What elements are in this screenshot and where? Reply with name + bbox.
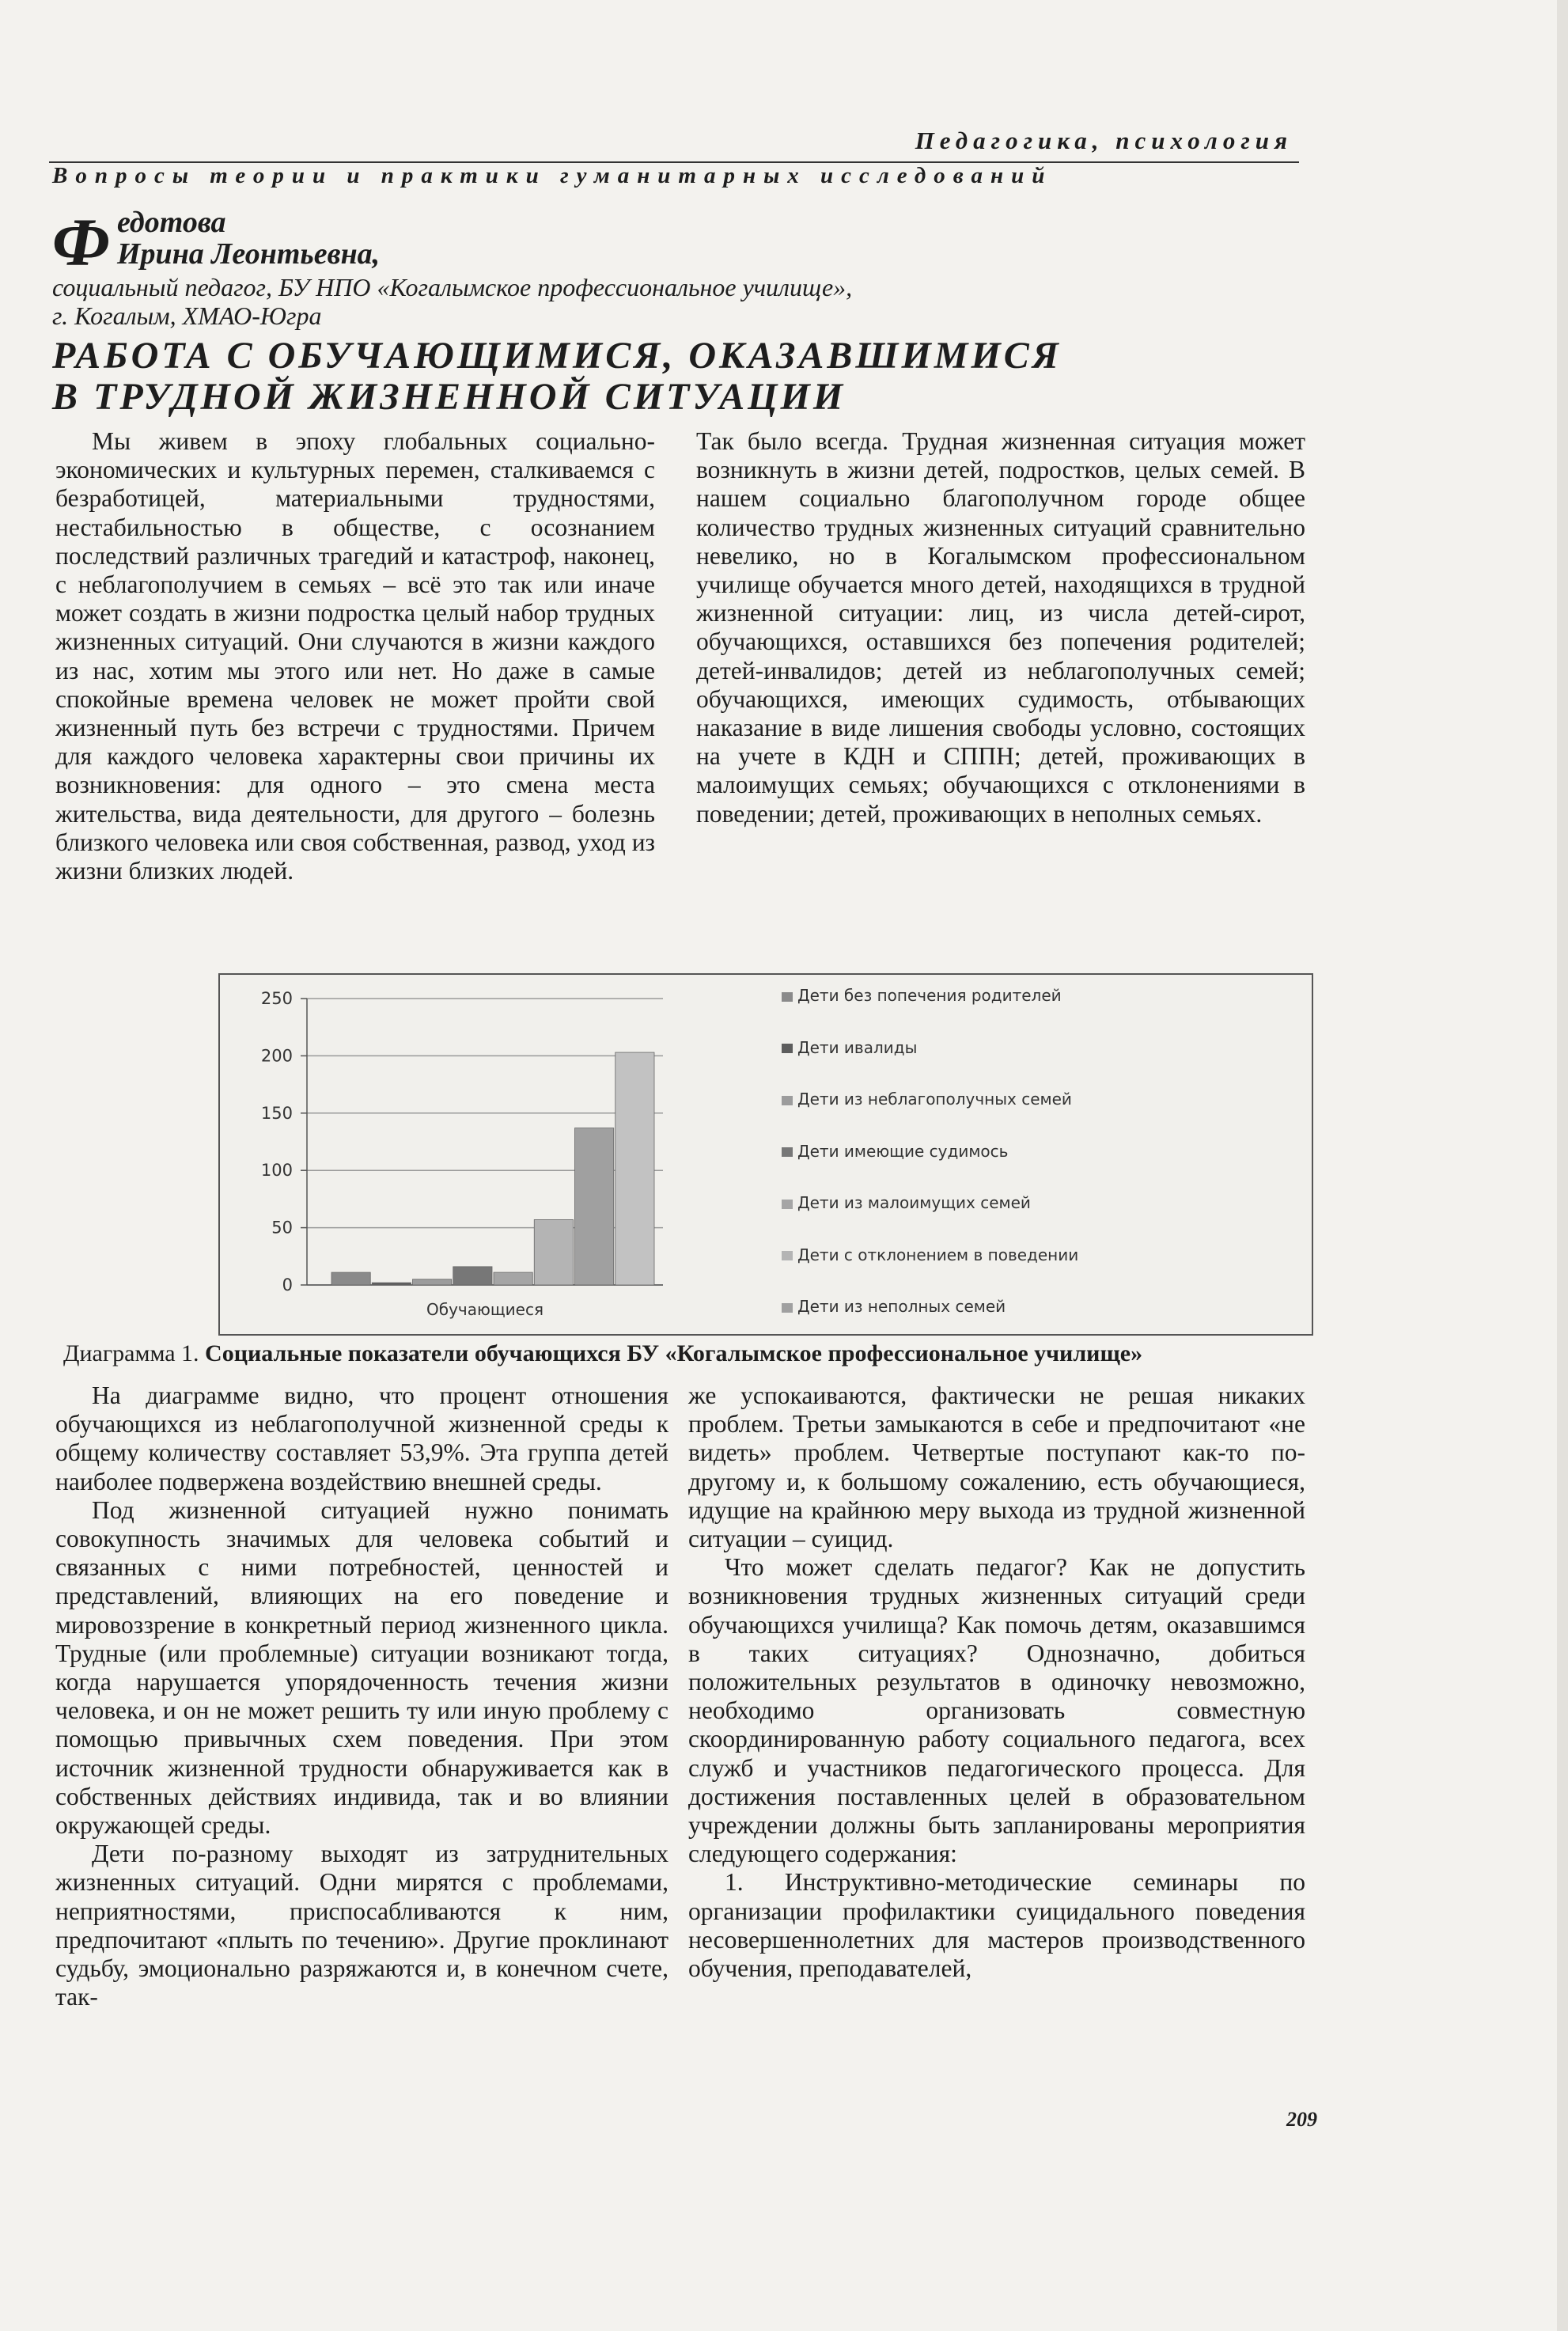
column-4 — [688, 1382, 1305, 1983]
y-tick-label: 0 — [282, 1275, 293, 1294]
legend-swatch — [782, 992, 793, 1002]
caption-text: Социальные показатели обучающихся БУ «Когалымское профессиональное училище» — [205, 1340, 1143, 1366]
figure-caption — [63, 1340, 1142, 1367]
legend-item — [782, 1193, 1031, 1212]
legend-swatch — [782, 1200, 793, 1209]
legend-label: Дети без попечения родителей — [797, 986, 1062, 1005]
paragraph: Дети по-разному выходят из затруднительных жизненных ситуаций. Одни мирятся с проблемами, неприятностями, приспосабливаются к ним, предпочитают «плыть по течению». Другие проклинают судьбу, эмоционально разряжаются и, в конечном счете, так- — [55, 1840, 668, 2011]
author-given-names: Ирина Леонтьевна, — [117, 237, 381, 271]
legend-swatch — [782, 1044, 793, 1053]
bar-chart — [218, 973, 1313, 1336]
article-title — [52, 335, 1062, 418]
legend-label: Дети ивалиды — [797, 1037, 918, 1057]
page-number: 209 — [1286, 2108, 1317, 2131]
legend-label: Дети из неполных семей — [797, 1297, 1006, 1316]
paragraph: же успокаиваются, фактически не решая никаких проблем. Третьи замыкаются в себе и предпочитают «не видеть» проблем. Четвертые поступают как-то по-другому и, к большому сожалению, есть обучающиеся, идущие на крайнюю меру выхода из трудной жизненной ситуации – суицид. — [688, 1382, 1305, 1553]
legend-item — [782, 1038, 917, 1057]
y-tick-label: 250 — [260, 989, 293, 1008]
page-edge — [1557, 0, 1568, 2331]
legend-label: Дети из малоимущих семей — [797, 1193, 1031, 1212]
bar — [331, 1272, 370, 1285]
column-2 — [696, 427, 1305, 828]
y-tick-label: 50 — [271, 1218, 293, 1238]
chart-legend — [782, 975, 1304, 1334]
paragraph: Под жизненной ситуацией нужно понимать совокупность значимых для человека событий и связанных с ними потребностей, ценностей и представлений, влияющих на его поведение и мировоззрение в конкретный период жизненного цикла. Трудные (или проблемные) ситуации возникают тогда, когда нарушается упорядоченность течения жизни человека, и он не может решить ту или иную проблему с помощью привычных схем поведения. При этом источник жизненной трудности обнаруживается как в собственных действиях индивида, так и во влиянии окружающей среды. — [55, 1495, 668, 1840]
bar — [575, 1128, 614, 1285]
chart-plot — [220, 975, 790, 1334]
y-tick-label: 200 — [260, 1046, 293, 1066]
legend-item — [782, 986, 1062, 1005]
y-tick-label: 100 — [260, 1161, 293, 1181]
legend-swatch — [782, 1147, 793, 1157]
legend-item — [782, 1142, 1008, 1161]
running-header-section: Педагогика, психология — [915, 127, 1293, 154]
caption-prefix: Диаграмма 1. — [63, 1340, 206, 1366]
bar — [534, 1219, 573, 1285]
legend-swatch — [782, 1096, 793, 1105]
author-city: г. Когалым, ХМАО-Югра — [52, 301, 322, 330]
column-1 — [55, 427, 655, 885]
legend-label: Дети из неблагополучных семей — [797, 1090, 1072, 1109]
author-initial: Ф — [52, 204, 111, 280]
article-title-line-1: РАБОТА С ОБУЧАЮЩИМИСЯ, ОКАЗАВШИМИСЯ — [52, 335, 1062, 377]
bar — [372, 1283, 411, 1285]
x-tick-label: Обучающиеся — [426, 1300, 543, 1319]
paragraph: На диаграмме видно, что процент отношения обучающихся из неблагополучной жизненной среды к общему количеству составляет 53,9%. Эта группа детей наиболее подвержена воздействию внешней среды. — [55, 1382, 668, 1495]
legend-swatch — [782, 1303, 793, 1313]
paragraph: Так было всегда. Трудная жизненная ситуация может возникнуть в жизни детей, подростков, целых семей. В нашем социально благополучном городе общее количество трудных жизненных ситуаций сравнительно невелико, но в Когалымском профессиональном училище обучается много детей, находящихся в трудной жизненной ситуации: лиц, из числа детей-сирот, обучающихся, оставшихся без попечения родителей; детей-инвалидов; детей из неблагополучных семей; обучающихся, имеющих судимость, отбывающих наказание в виде лишения свободы условно, состоящих на учете в КДН и СППН; детей, проживающих в малоимущих семьях; обучающихся с отклонениями в поведении; детей, проживающих в неполных семьях. — [696, 427, 1305, 828]
bar — [615, 1052, 654, 1285]
legend-label: Дети имеющие судимось — [797, 1141, 1009, 1161]
legend-label: Дети с отклонением в поведении — [797, 1245, 1079, 1264]
paragraph: Мы живем в эпоху глобальных социально-экономических и культурных перемен, сталкиваемся с безработицей, материальными трудностями, нестабильностью в обществе, с осознанием последствий различных трагедий и катастроф, наконец, с неблагополучием в семьях – всё это так или иначе может создать в жизни подростка целый набор трудных жизненных ситуаций. Они случаются в жизни каждого из нас, хотим мы этого или нет. Но даже в самые спокойные времена человек не может пройти свой жизненный путь без встречи с трудностями. Причем для каждого человека характерны свои причины их возникновения: для одного – это смена места жительства, вида деятельности, для другого – болезнь близкого человека или своя собственная, развод, уход из жизни близких людей. — [55, 427, 655, 885]
legend-swatch — [782, 1251, 793, 1260]
bar — [413, 1279, 452, 1285]
bar — [494, 1272, 532, 1285]
author-surname: едотова — [117, 206, 226, 239]
legend-item — [782, 1297, 1006, 1316]
y-tick-label: 150 — [260, 1103, 293, 1123]
legend-item — [782, 1090, 1072, 1109]
paragraph: Что может сделать педагог? Как не допустить возникновения трудных жизненных ситуаций среди обучающихся училища? Как помочь детям, оказавшимся в таких ситуациях? Однозначно, добиться положительных результатов в одиночку невозможно, необходимо организовать совместную скоординированную работу социального педагога, всех служб и участников педагогического процесса. Для достижения поставленных целей в образовательном учреждении должны быть запланированы мероприятия следующего содержания: — [688, 1553, 1305, 1868]
author-position: социальный педагог, БУ НПО «Когалымское профессиональное училище», — [52, 273, 853, 301]
running-header-journal: Вопросы теории и практики гуманитарных исследований — [52, 163, 1053, 188]
article-title-line-2: В ТРУДНОЙ ЖИЗНЕННОЙ СИТУАЦИИ — [52, 376, 846, 418]
column-3 — [55, 1382, 668, 2011]
paragraph: 1. Инструктивно-методические семинары по организации профилактики суицидального поведения несовершеннолетних для мастеров производственного обучения, преподавателей, — [688, 1868, 1305, 1983]
bar — [453, 1267, 492, 1285]
legend-item — [782, 1245, 1078, 1264]
